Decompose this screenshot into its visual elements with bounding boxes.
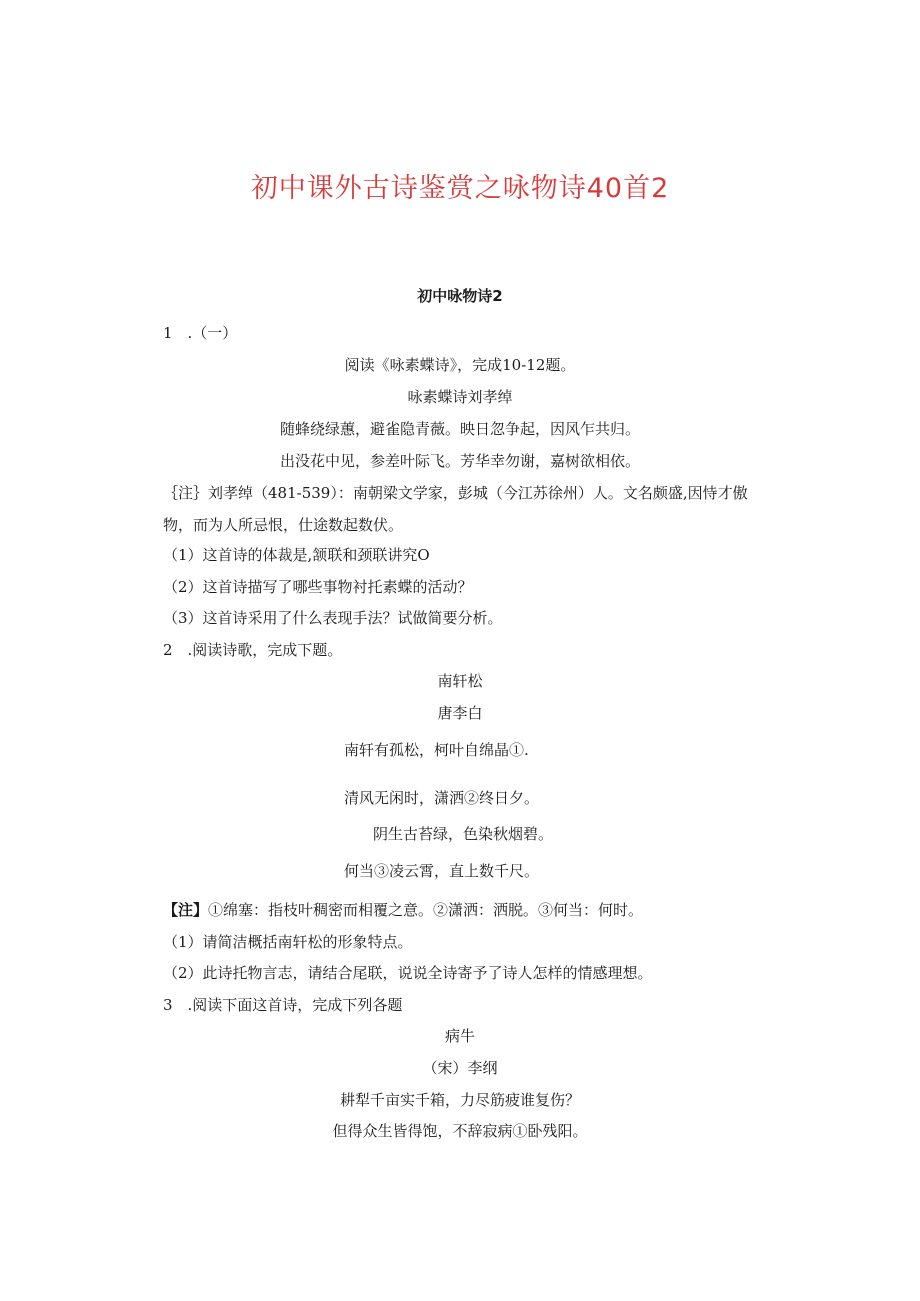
question-1-sub: （3）这首诗采用了什么表现手法？试做简要分析。: [163, 609, 503, 627]
poem-2-author: 唐李白: [437, 704, 483, 722]
poem-2-line: 清风无闲时，潇洒②终日夕。: [344, 789, 540, 807]
question-2-sub: （2）此诗托物言志，请结合尾联，说说全诗寄予了诗人怎样的情感理想。: [163, 964, 653, 982]
poem-1-title: 咏素蝶诗刘孝绰: [407, 388, 513, 406]
poem-2-line: 南轩有孤松，柯叶自绵晶①.: [344, 741, 529, 759]
poem-2-note: [163, 900, 643, 920]
document-title: 初中课外古诗鉴赏之咏物诗40首2: [250, 173, 670, 204]
poem-1-note-cont: 物，而为人所忌恨，仕途数起数伏。: [163, 516, 404, 534]
section-subtitle: 初中咏物诗2: [417, 287, 503, 305]
poem-2-line: 何当③凌云霄，直上数千尺。: [344, 862, 540, 880]
poem-3-author: （宋）李纲: [422, 1059, 498, 1077]
question-2-sub: （1）请简洁概括南轩松的形象特点。: [163, 933, 413, 951]
question-1-sub: （2）这首诗描写了哪些事物衬托素蝶的活动？: [163, 578, 473, 596]
poem-3-line: 但得众生皆得饱，不辞寂病①卧残阳。: [332, 1122, 588, 1140]
question-1-instruction: 阅读《咏素蝶诗》，完成10-12题。: [344, 356, 576, 374]
poem-2-line: 阴生古苔绿，色染秋烟碧。: [373, 825, 554, 843]
question-1-sub: （1）这首诗的体裁是,颔联和颈联讲究O: [163, 546, 430, 564]
poem-1-line: 出没花中见，参差叶际飞。芳华幸勿谢，嘉树欲相依。: [279, 452, 640, 470]
note-text: ①绵塞：指枝叶稠密而相覆之意。②潇洒：洒脱。③何当：何时。: [208, 901, 644, 919]
poem-2-title: 南轩松: [437, 672, 483, 690]
poem-3-line: 耕犁千亩实千箱，力尽筋疲谁复伤？: [339, 1091, 580, 1109]
poem-1-note: ｛注｝刘孝绰（481-539）：南朝梁文学家，彭城（今江苏徐州）人。文名颇盛,因恃才傲: [163, 484, 748, 502]
question-1-number: 1 .（一）: [163, 324, 238, 342]
poem-1-line: 随蜂绕绿蕙，避雀隐青薇。映日忽争起，因风乍共归。: [279, 420, 640, 438]
question-3-number: 3 .阅读下面这首诗，完成下列各题: [163, 996, 403, 1014]
note-label: 【注】: [163, 901, 209, 919]
question-2-number: 2 .阅读诗歌，完成下题。: [163, 641, 343, 659]
poem-3-title: 病牛: [444, 1027, 475, 1045]
